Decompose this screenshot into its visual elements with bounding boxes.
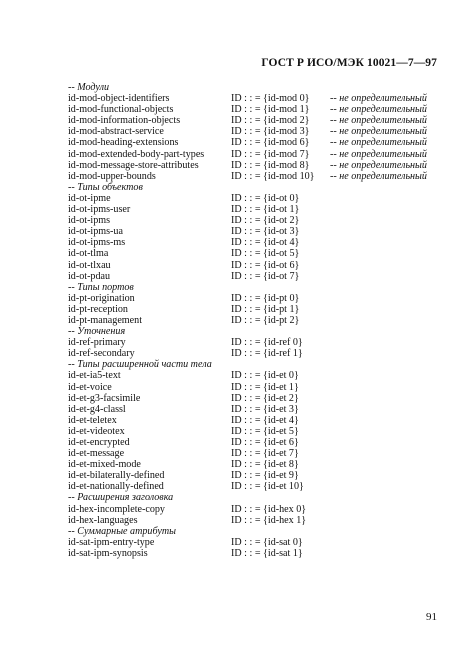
identifier-value: ID : : = {id-ot 7} [231, 270, 300, 282]
definition-row [68, 260, 448, 271]
identifier-name: id-et-mixed-mode [68, 459, 141, 471]
section-title: -- Типы объектов [68, 181, 143, 193]
definition-row [68, 426, 448, 437]
identifier-name: id-sat-ipm-entry-type [68, 536, 155, 548]
identifier-name: id-et-teletex [68, 414, 117, 426]
identifier-name: id-mod-object-identifiers [68, 93, 170, 105]
identifier-value: ID : : = {id-ref 0} [231, 337, 303, 349]
identifier-value: ID : : = {id-mod 6} [231, 137, 310, 149]
identifier-value: ID : : = {id-mod 1} [231, 104, 310, 116]
identifier-value: ID : : = {id-pt 1} [231, 303, 300, 315]
identifier-value: ID : : = {id-et 1} [231, 381, 299, 393]
definition-row [68, 382, 448, 393]
identifier-value: ID : : = {id-ot 2} [231, 215, 300, 227]
identifier-name: id-mod-heading-extensions [68, 137, 179, 149]
definition-row [68, 337, 448, 348]
identifier-name: id-ot-ipms-user [68, 204, 131, 216]
identifier-value: ID : : = {id-et 9} [231, 470, 299, 482]
definition-row [68, 149, 448, 160]
identifier-value: ID : : = {id-mod 3} [231, 126, 310, 138]
definition-row [68, 93, 448, 104]
section-heading [68, 492, 448, 503]
identifier-name: id-hex-languages [68, 514, 138, 526]
definition-row [68, 459, 448, 470]
section-title: -- Типы портов [68, 281, 134, 293]
definition-row [68, 448, 448, 459]
identifier-name: id-ref-secondary [68, 348, 135, 360]
definition-row [68, 204, 448, 215]
definition-row [68, 481, 448, 492]
identifier-value: ID : : = {id-ot 6} [231, 259, 300, 271]
identifier-name: id-mod-information-objects [68, 115, 181, 127]
identifier-comment: -- не определительный [330, 170, 427, 182]
definition-row [68, 248, 448, 259]
identifier-value: ID : : = {id-et 8} [231, 459, 299, 471]
identifier-comment: -- не определительный [330, 126, 427, 138]
identifier-comment: -- не определительный [330, 93, 427, 105]
identifier-name: id-pt-management [68, 314, 142, 326]
identifier-name: id-et-nationally-defined [68, 481, 164, 493]
section-title: -- Уточнения [68, 326, 126, 338]
definition-row [68, 137, 448, 148]
section-heading [68, 82, 448, 93]
section-heading [68, 282, 448, 293]
definition-row [68, 271, 448, 282]
identifier-value: ID : : = {id-mod 0} [231, 93, 310, 105]
identifier-value: ID : : = {id-mod 8} [231, 159, 310, 171]
identifier-value: ID : : = {id-ref 1} [231, 348, 303, 360]
identifier-name: id-et-ia5-text [68, 370, 121, 382]
identifier-name: id-et-g4-classl [68, 403, 126, 415]
definition-row [68, 537, 448, 548]
definition-row [68, 548, 448, 559]
section-title: -- Модули [68, 82, 110, 93]
definition-row [68, 115, 448, 126]
identifier-value: ID : : = {id-mod 7} [231, 148, 310, 160]
identifier-value: ID : : = {id-et 4} [231, 414, 299, 426]
identifier-comment: -- не определительный [330, 104, 427, 116]
definition-row [68, 315, 448, 326]
identifier-value: ID : : = {id-ot 3} [231, 226, 300, 238]
identifier-name: id-ot-ipms-ua [68, 226, 123, 238]
definition-row [68, 393, 448, 404]
definition-row [68, 293, 448, 304]
identifier-value: ID : : = {id-hex 0} [231, 503, 307, 515]
identifier-name: id-mod-functional-objects [68, 104, 174, 116]
identifier-value: ID : : = {id-et 0} [231, 370, 299, 382]
identifier-name: id-sat-ipm-synopsis [68, 547, 148, 559]
identifier-name: id-et-bilaterally-defined [68, 470, 165, 482]
section-title: -- Суммарные атрибуты [68, 525, 177, 537]
identifier-name: id-ot-tlma [68, 248, 109, 260]
identifier-name: id-ot-ipms-ms [68, 237, 126, 249]
definition-row [68, 160, 448, 171]
definition-row [68, 126, 448, 137]
identifier-value: ID : : = {id-ot 0} [231, 192, 300, 204]
identifier-value: ID : : = {id-et 2} [231, 392, 299, 404]
identifier-value: ID : : = {id-et 7} [231, 448, 299, 460]
identifier-value: ID : : = {id-pt 0} [231, 292, 300, 304]
definition-row [68, 515, 448, 526]
definition-row [68, 193, 448, 204]
identifier-value: ID : : = {id-ot 4} [231, 237, 300, 249]
section-heading [68, 326, 448, 337]
definition-row [68, 415, 448, 426]
definition-row [68, 437, 448, 448]
asn1-definitions-list [68, 82, 448, 559]
identifier-name: id-hex-incomplete-copy [68, 503, 165, 515]
identifier-name: id-ot-tlxau [68, 259, 111, 271]
identifier-name: id-mod-extended-body-part-types [68, 148, 205, 160]
definition-row [68, 104, 448, 115]
identifier-comment: -- не определительный [330, 148, 427, 160]
section-title: -- Типы расширенной части тела [68, 359, 212, 371]
identifier-name: id-ref-primary [68, 337, 126, 349]
definition-row [68, 215, 448, 226]
identifier-name: id-et-message [68, 448, 125, 460]
definition-row [68, 226, 448, 237]
identifier-value: ID : : = {id-et 5} [231, 425, 299, 437]
identifier-value: ID : : = {id-et 3} [231, 403, 299, 415]
section-heading [68, 526, 448, 537]
definition-row [68, 348, 448, 359]
identifier-value: ID : : = {id-sat 0} [231, 536, 303, 548]
identifier-name: id-et-encrypted [68, 437, 130, 448]
identifier-name: id-mod-upper-bounds [68, 170, 156, 182]
definition-row [68, 404, 448, 415]
identifier-comment: -- не определительный [330, 115, 427, 127]
identifier-value: ID : : = {id-hex 1} [231, 514, 307, 526]
identifier-comment: -- не определительный [330, 137, 427, 149]
identifier-value: ID : : = {id-mod 10} [231, 170, 315, 182]
section-title: -- Расширения заголовка [68, 492, 174, 504]
identifier-value: ID : : = {id-et 10} [231, 481, 304, 493]
identifier-value: ID : : = {id-et 6} [231, 437, 299, 448]
definition-row [68, 304, 448, 315]
identifier-name: id-et-g3-facsimile [68, 392, 141, 404]
section-heading [68, 359, 448, 370]
identifier-value: ID : : = {id-mod 2} [231, 115, 310, 127]
identifier-value: ID : : = {id-pt 2} [231, 314, 300, 326]
identifier-name: id-et-videotex [68, 425, 125, 437]
page-number: 91 [426, 611, 437, 623]
identifier-name: id-pt-reception [68, 303, 128, 315]
definition-row [68, 370, 448, 381]
identifier-name: id-ot-ipms [68, 215, 111, 227]
section-heading [68, 182, 448, 193]
definition-row [68, 237, 448, 248]
definition-row [68, 470, 448, 481]
definition-row [68, 504, 448, 515]
identifier-value: ID : : = {id-ot 1} [231, 204, 300, 216]
definition-row [68, 171, 448, 182]
identifier-value: ID : : = {id-sat 1} [231, 547, 303, 559]
identifier-name: id-mod-message-store-attributes [68, 159, 199, 171]
identifier-name: id-et-voice [68, 381, 112, 393]
identifier-comment: -- не определительный [330, 159, 427, 171]
identifier-name: id-mod-abstract-service [68, 126, 164, 138]
identifier-value: ID : : = {id-ot 5} [231, 248, 300, 260]
page-header-title: ГОСТ Р ИСО/МЭК 10021—7—97 [261, 57, 437, 69]
identifier-name: id-ot-ipme [68, 192, 111, 204]
identifier-name: id-pt-origination [68, 292, 135, 304]
identifier-name: id-ot-pdau [68, 270, 111, 282]
